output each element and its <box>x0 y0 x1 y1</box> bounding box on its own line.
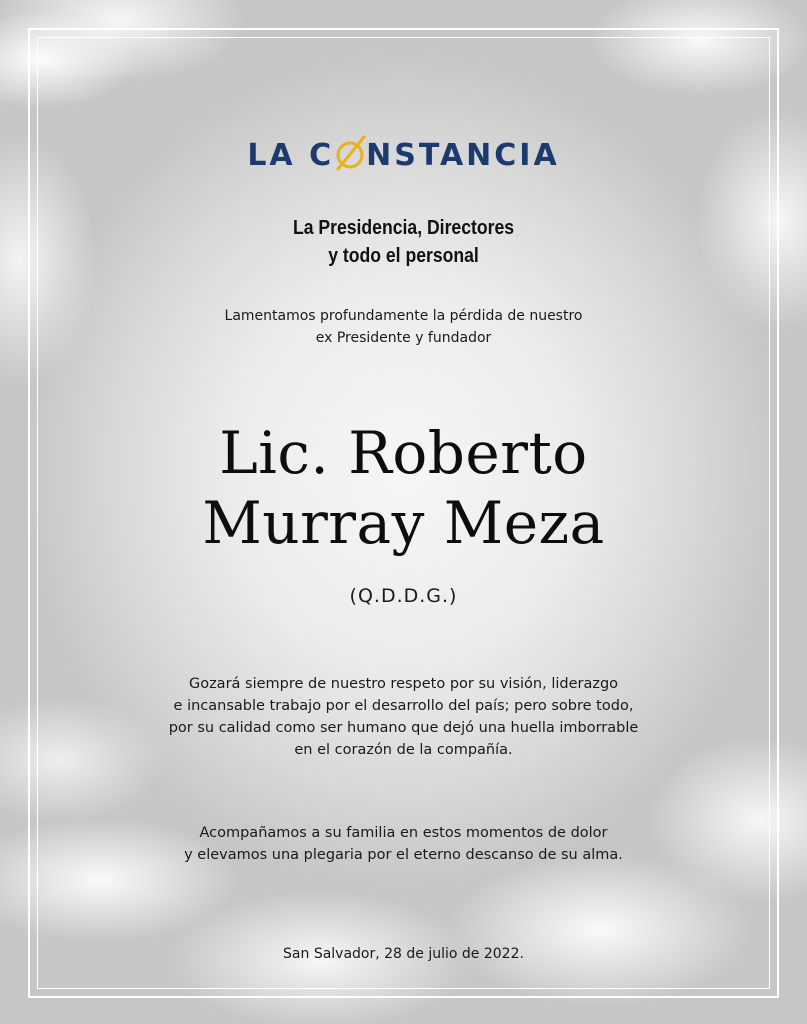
heading-line-2: y todo el personal <box>328 245 479 267</box>
tribute-line-3: por su calidad como ser humano que dejó una huella imborrable <box>168 720 639 736</box>
qddg-abbreviation: (Q.D.D.G.) <box>349 585 458 607</box>
deceased-name <box>0 418 807 558</box>
logo-o-mark-icon <box>335 139 365 169</box>
tribute-paragraph <box>0 673 807 761</box>
tribute-line-4: en el corazón de la compañía. <box>294 742 513 758</box>
logo-text-part1: LA C <box>247 138 335 173</box>
place-and-date: San Salvador, 28 de julio de 2022. <box>283 946 524 962</box>
intro-text <box>0 305 807 349</box>
heading-line-1: La Presidencia, Directores <box>292 217 515 239</box>
intro-line-2: ex Presidente y fundador <box>315 330 492 346</box>
closing-line-1: Acompañamos a su familia en estos momentos de dolor <box>199 825 608 841</box>
logo-text-part2: NSTANCIA <box>366 138 560 173</box>
intro-line-1: Lamentamos profundamente la pérdida de nuestro <box>224 308 583 324</box>
closing-line-2: y elevamos una plegaria por el eterno descanso de su alma. <box>184 847 623 863</box>
closing-paragraph <box>0 822 807 866</box>
name-line-1: Lic. Roberto <box>219 419 588 487</box>
tribute-line-1: Gozará siempre de nuestro respeto por su visión, liderazgo <box>188 676 619 692</box>
la-constancia-logo <box>0 138 807 173</box>
name-line-2: Murray Meza <box>202 489 605 557</box>
tribute-line-2: e incansable trabajo por el desarrollo del país; pero sobre todo, <box>173 698 634 714</box>
heading <box>48 214 758 270</box>
